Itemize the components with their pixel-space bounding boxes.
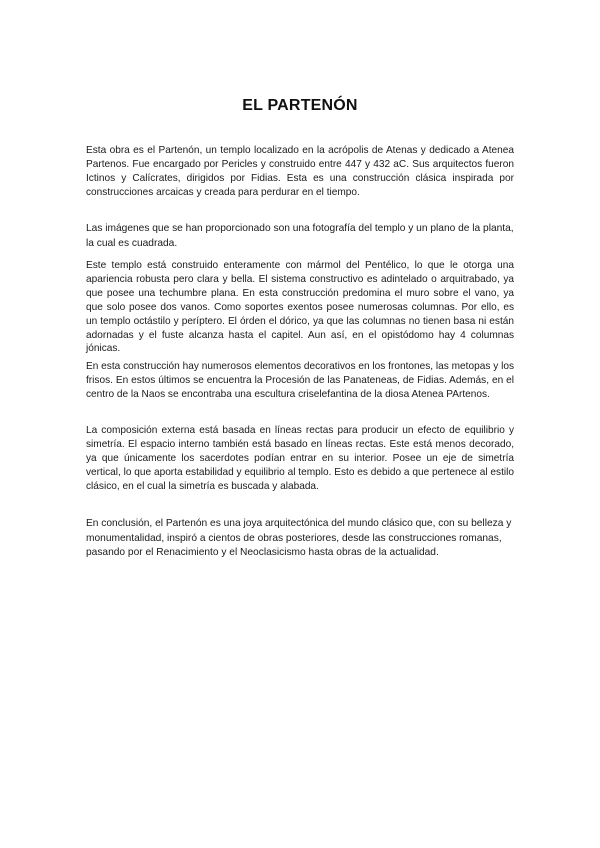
paragraph-composition: La composición externa está basada en líneas rectas para producir un efecto de equilibrio y simetría. El espacio interno también está basado en líneas rectas. Este está menos decorado, ya que únicamente los sacerdotes podían entrar en su interior. Posee un eje de simetría vertical, lo que aporta estabilidad y equilibrio al templo. Esto es debido a que pertenece al estilo clásico, en el cual la simetría es buscada y alabada. xyxy=(86,425,514,492)
paragraph-conclusion: En conclusión, el Partenón es una joya arquitectónica del mundo clásico que, con su belleza y monumentalidad, inspiró a cientos de obras posteriores, desde las construcciones romanas, pasando por el Renacimiento y el Neoclasicismo hasta obras de la actualidad. xyxy=(86,518,512,558)
page-title: EL PARTENÓN xyxy=(242,97,358,114)
paragraph-images: Las imágenes que se han proporcionado son una fotografía del templo y un plano de la planta, la cual es cuadrada. xyxy=(86,223,514,249)
paragraph-decoration: En esta construcción hay numerosos elementos decorativos en los frontones, las metopas y los frisos. En estos últimos se encuentra la Procesión de las Panateneas, de Fidias. Además, en el centro de la Naos se encontraba una escultura criselefantina de la diosa Atenea PArtenos. xyxy=(86,361,514,400)
paragraph-introduction: Esta obra es el Partenón, un templo localizado en la acrópolis de Atenas y dedicado a Atenea Partenos. Fue encargado por Pericles y construido entre 447 y 432 aC. Sus arquitectos fueron Ictinos y Calícrates, dirigidos por Fidias. Esta es una construcción clásica inspirada por construcciones arcaicas y creada para perdurar en el tiempo. xyxy=(86,145,514,198)
paragraph-construction: Este templo está construido enteramente con mármol del Pentélico, lo que le otorga una apariencia robusta pero clara y bella. El sistema constructivo es adintelado o arquitrabado, ya que posee una techumbre plana. En esta construcción predomina el muro sobre el vano, ya que solo posee dos vanos. Como soportes exentos posee numerosas columnas. Por ello, es un templo octástilo y períptero. El órden el dórico, ya que las columnas no tienen basa ni están adornadas y el fuste alcanza hasta el capitel. Aun así, en el opistódomo hay 4 columnas jónicas. xyxy=(86,260,514,355)
